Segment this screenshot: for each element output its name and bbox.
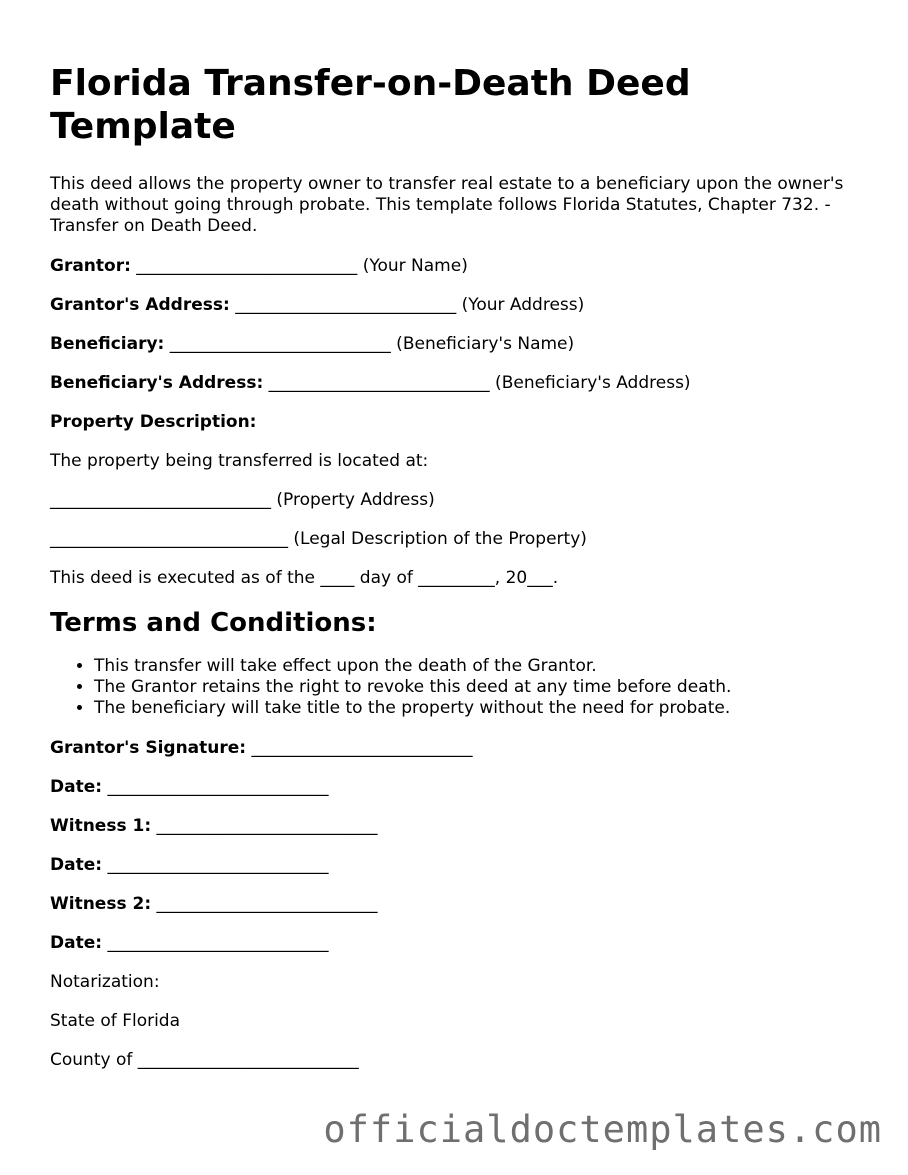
grantor-address-blank: __________________________ <box>229 295 457 315</box>
notarization-label: Notarization: <box>50 972 160 992</box>
date-field-3 <box>50 933 870 954</box>
witness-1-blank: __________________________ <box>151 816 378 836</box>
intro-paragraph: This deed allows the property owner to transfer real estate to a beneficiary upon the owner's death without going through probate. This template follows Florida Statutes, Chapter 732. - Transfer on Death Deed. <box>50 174 844 236</box>
grantor-blank: __________________________ <box>130 256 358 276</box>
beneficiary-field <box>50 334 870 355</box>
legal-description-hint: (Legal Description of the Property) <box>288 529 587 549</box>
beneficiary-label: Beneficiary: <box>50 334 165 354</box>
grantor-address-label: Grantor's Address: <box>50 295 230 315</box>
document-page <box>50 62 870 1089</box>
property-address-blank: __________________________ <box>50 490 271 510</box>
date-label: Date: <box>50 777 103 797</box>
grantor-label: Grantor: <box>50 256 131 276</box>
date-label: Date: <box>50 933 103 953</box>
property-located-text: The property being transferred is located at: <box>50 451 429 471</box>
terms-item: • The Grantor retains the right to revoke this deed at any time before death. <box>94 677 870 698</box>
terms-item: • This transfer will take effect upon the death of the Grantor. <box>94 656 870 677</box>
property-description-field <box>50 412 870 433</box>
beneficiary-blank: __________________________ <box>164 334 391 354</box>
beneficiary-address-field <box>50 373 870 394</box>
witness-1-field <box>50 816 870 837</box>
legal-description-field <box>50 529 870 550</box>
date-field-2 <box>50 855 870 876</box>
grantor-address-field <box>50 295 870 316</box>
grantor-signature-label: Grantor's Signature: <box>50 738 247 758</box>
property-address-hint: (Property Address) <box>271 490 435 510</box>
state-line: State of Florida <box>50 1011 181 1031</box>
date-blank: __________________________ <box>102 855 329 875</box>
legal-description-blank: ____________________________ <box>50 529 288 549</box>
document-title: Florida Transfer-on-Death Deed Template <box>50 63 691 147</box>
grantor-address-hint: (Your Address) <box>456 295 585 315</box>
beneficiary-address-blank: __________________________ <box>263 373 490 393</box>
grantor-hint: (Your Name) <box>357 256 468 276</box>
witness-2-field <box>50 894 870 915</box>
terms-list <box>50 656 870 719</box>
date-blank: __________________________ <box>102 933 329 953</box>
grantor-signature-blank: __________________________ <box>246 738 473 758</box>
witness-2-blank: __________________________ <box>151 894 378 914</box>
terms-heading: Terms and Conditions: <box>50 608 377 638</box>
grantor-field <box>50 256 870 277</box>
date-field-1 <box>50 777 870 798</box>
executed-line: This deed is executed as of the ____ day of _________, 20___. <box>50 568 559 588</box>
terms-item: • The beneficiary will take title to the property without the need for probate. <box>94 698 870 719</box>
witness-2-label: Witness 2: <box>50 894 152 914</box>
county-line: County of __________________________ <box>50 1050 359 1070</box>
watermark: officialdoctemplates.com <box>323 1108 882 1151</box>
date-blank: __________________________ <box>102 777 329 797</box>
date-label: Date: <box>50 855 103 875</box>
beneficiary-address-label: Beneficiary's Address: <box>50 373 264 393</box>
beneficiary-address-hint: (Beneficiary's Address) <box>489 373 691 393</box>
property-description-label: Property Description: <box>50 412 257 432</box>
beneficiary-hint: (Beneficiary's Name) <box>390 334 575 354</box>
property-address-field <box>50 490 870 511</box>
witness-1-label: Witness 1: <box>50 816 152 836</box>
grantor-signature-field <box>50 738 870 759</box>
